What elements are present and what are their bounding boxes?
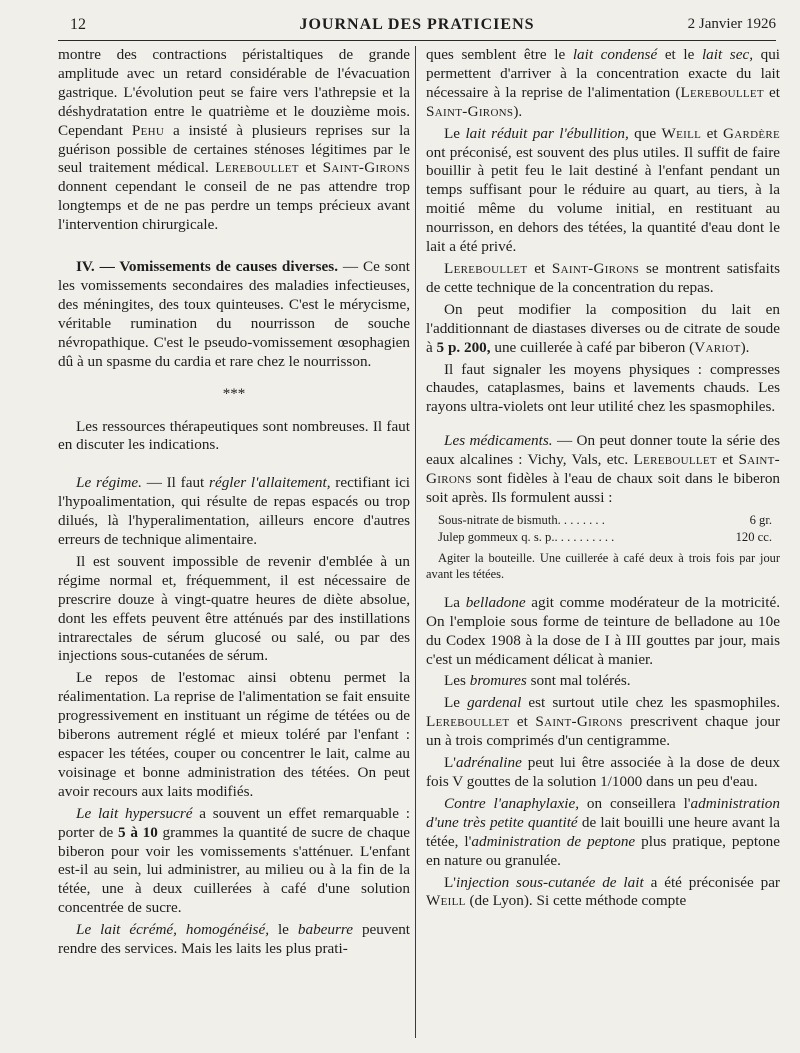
column-divider <box>415 46 416 1038</box>
author-name: Lereboullet <box>680 83 764 101</box>
paragraph-ecreme: Le lait écrémé, homogénéisé, le babeurre peuvent rendre des services. Mais les laits les plus prati- <box>58 921 411 958</box>
paragraph: Le lait réduit par l'ébullition, que Weill et Gardère ont préconisé, est souvent des plus utiles. Il suffit de faire bouillir à petit feu le lait destiné à l'enfant pendant un temps suffisant pour le réduire au quart, au tiers, à la moitié même du volume initial, en restituant au nourrisson, en dehors des tétées, la quantité d'eau dont le lait a été privé. <box>426 124 781 256</box>
author-name: Weill <box>426 892 466 910</box>
paragraph: Lereboullet et Saint-Girons se montrent satisfaits de cette technique de la concentration du repas. <box>426 259 781 296</box>
paragraph: Le repos de l'estomac ainsi obtenu permet la réalimentation. La reprise de l'alimentation se fait ensuite progressivement en instituant un régime de tétées ou de biberons autrement réglé et mieux toléré par l'enfant : espacer les tétées, couper ou concentrer le lait, calme au voisinage et bonne administration des tétées. On peut avoir recours aux laits modifiés. <box>58 669 410 800</box>
paragraph: L'injection sous-cutanée de lait a été préconisée par Weill (de Lyon). Si cette méthode compte <box>426 873 780 910</box>
paragraph: L'adrénaline peut lui être associée à la dose de deux fois V gouttes de la solution 1/1000 dans un peu d'eau. <box>426 754 781 790</box>
formula-row: Julep gommeux q. s. p.. . . . . . . . . . 120 cc. <box>438 529 772 544</box>
author-name: Saint-Girons <box>426 451 781 488</box>
paragraph: La belladone agit comme modérateur de la motricité. On l'emploie sous forme de teinture de belladone au 10e du Codex 1908 à la dose de I à III gouttes par jour, mais c'est un médicament délicat à manier. <box>426 593 781 668</box>
spacer <box>426 420 780 432</box>
author-name: Weill <box>661 124 702 142</box>
paragraph: Le gardenal est surtout utile chez les spasmophiles. Lereboullet et Saint-Girons prescrivent chaque jour un à trois comprimés d'un centigramme. <box>426 694 780 750</box>
journal-title: JOURNAL DES PRATICIENS <box>299 16 535 33</box>
subsection-label: Le régime. <box>76 474 142 492</box>
section-iv: IV. — Vomissements de causes diverses. — Ce sont les vomissements secondaires des maladies infectieuses, des méningites, des toux quinteuses. C'est le mérycisme, véritable rumination du nourrisson de souche névropathique. C'est le pseudo-vomissement œsophagien dû à un spasme du cardia et rare chez le nourrisson. <box>58 258 411 370</box>
paragraph: Il faut signaler les moyens physiques : compresses chaudes, cataplasmes, bains et lavements chauds. Les rayons ultra-violets ont leur utilité chez les spasmophiles. <box>426 360 780 416</box>
paragraph: Contre l'anaphylaxie, on conseillera l'administration d'une très petite quantité de lait bouilli une heure avant la tétée, l'administration de peptone plus pratique, peptone en nature ou granulée. <box>426 794 780 869</box>
author-name: Lereboullet <box>633 451 717 469</box>
paragraph: Il est souvent impossible de revenir d'emblée à un régime normal et, fréquemment, il est nécessaire de prescrire douze à vingt-quatre heures de diète absolue, dont les effets peuvent être atténués par des instillations intrarectales de sérum glucosé ou salé, ou par des injections sous-cutanées de sérum. <box>58 552 410 665</box>
paragraph: On peut modifier la composition du lait en l'additionnant de diastases diverses ou de citrate de soude à 5 p. 200, une cuillerée à café par biberon (Variot). <box>426 300 780 356</box>
right-column <box>426 46 780 914</box>
paragraph: Les bromures sont mal tolérés. <box>444 672 631 690</box>
paragraph-regime: Le régime. — Il faut régler l'allaitement, rectifiant ici l'hypoalimentation, qui résulte de repas espacés ou trop dilués, là l'hyperalimentation, ailleurs encore d'autres erreurs de technique alimentaire. <box>58 474 411 549</box>
author-name: Saint-Girons <box>426 102 514 120</box>
author-name: Saint-Girons <box>535 713 623 731</box>
formula-row: Sous-nitrate de bismuth. . . . . . . . 6 gr. <box>438 512 772 527</box>
paragraph-hypersucre: Le lait hypersucré a souvent un effet remarquable : porter de 5 à 10 grammes la quantité de sucre de chaque biberon pour voir les vomissements s'atténuer. L'enfant est-il au sein, lui administrer, au milieu ou à la fin de la tétée, une à deux cuillerées à café d'une solution concentrée de sucre. <box>58 804 410 917</box>
author-name: Variot <box>694 338 741 356</box>
author-name: Pehu <box>131 121 165 139</box>
left-column <box>58 46 410 962</box>
issue-date: 2 Janvier 1926 <box>687 16 776 32</box>
prescription-instructions: Agiter la bouteille. Une cuillerée à café deux à trois fois par jour avant les tétées. <box>426 550 780 581</box>
paragraph-medicaments: Les médicaments. — On peut donner toute la série des eaux alcalines : Vichy, Vals, etc. Lereboullet et Saint-Girons sont fidèles à l'eau de chaux soit dans le biberon soit après. Ils formulent aussi : <box>426 432 781 506</box>
author-name: Lereboullet <box>215 159 299 177</box>
author-name: Lereboullet <box>426 713 510 731</box>
subsection-label: Les médicaments. <box>444 432 553 450</box>
page-header <box>58 14 776 41</box>
page-number: 12 <box>70 16 86 33</box>
spacer <box>58 238 410 258</box>
author-name: Lereboullet <box>444 259 528 277</box>
author-name: Saint-Girons <box>551 259 640 277</box>
asterism: *** <box>222 385 246 402</box>
paragraph: Les ressources thérapeutiques sont nombreuses. Il faut en discuter les indications. <box>58 417 410 454</box>
spacer <box>58 458 410 474</box>
prescription-formula <box>438 512 780 546</box>
author-name: Gardère <box>722 124 781 142</box>
paragraph: ques semblent être le lait condensé et le lait sec, qui permettent d'arriver à la concentration exacte du lait nécessaire à la reprise de l'alimentation (Lereboullet et Saint-Girons). <box>426 46 781 120</box>
section-heading: IV. — Vomissements de causes diverses. <box>76 258 339 276</box>
author-name: Saint-Girons <box>322 159 411 177</box>
paragraph: montre des contractions péristaltiques de grande amplitude avec un retard considérable de l'évacuation gastrique. L'évolution peut se faire vers l'athrepsie et la déshydratation entre le quatrième et le douzième mois. Cependant Pehu a insisté à plusieurs reprises sur la guérison possible de certaines sténoses légitimes par le seul traitement médical. Lereboullet et Saint-Girons donnent cependant le conseil de ne pas attendre trop longtemps et de ne pas perdre un temps précieux avant l'intervention chirurgicale. <box>58 46 411 234</box>
